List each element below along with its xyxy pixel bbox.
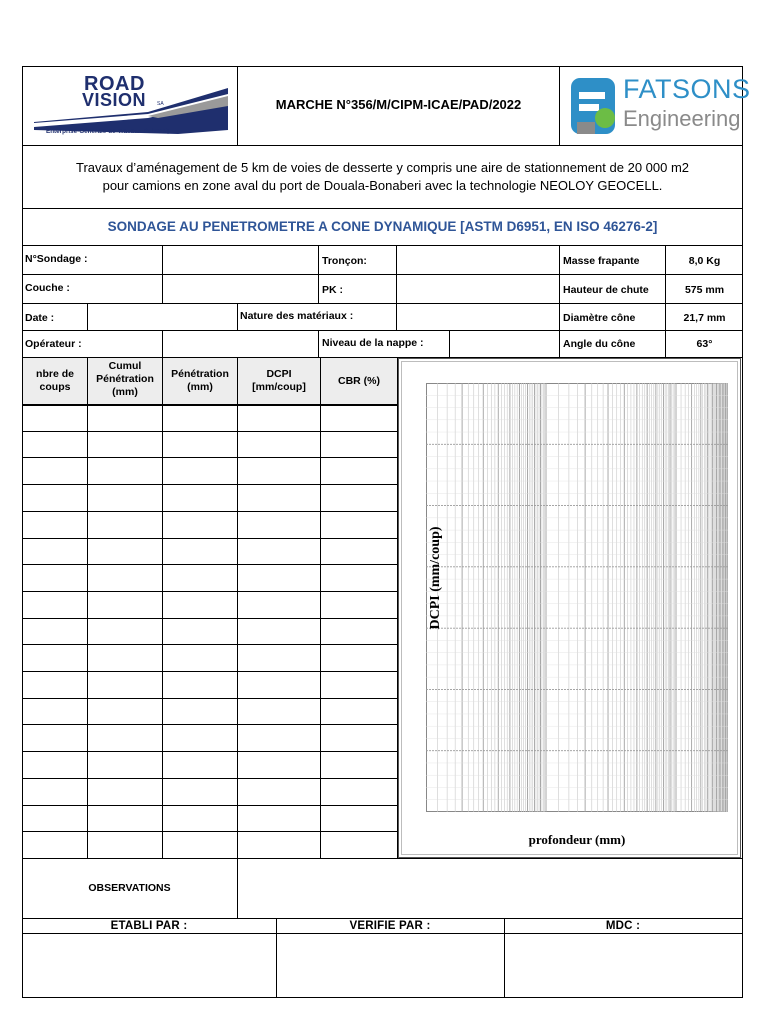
table-cell-penetration[interactable] xyxy=(163,672,237,698)
spec-value-diametre: 21,7 mm xyxy=(683,312,726,324)
road-vision-tagline: Enterprise-Générale-de-Travaux-Publics¶ xyxy=(46,128,170,135)
nappe-label: Niveau de la nappe : xyxy=(322,337,424,349)
table-cell-dcpi[interactable] xyxy=(238,565,320,591)
table-cell-dcpi[interactable] xyxy=(238,725,320,751)
table-cell-penetration[interactable] xyxy=(163,645,237,671)
table-cell-cumul[interactable] xyxy=(88,458,162,484)
road-vision-name-2: VISION xyxy=(82,90,147,110)
table-cell-cumul[interactable] xyxy=(88,699,162,725)
table-cell-cumul[interactable] xyxy=(88,539,162,565)
table-cell-cumul[interactable] xyxy=(88,725,162,751)
chart-y-axis-label: DCPI (mm/coup) xyxy=(428,526,443,630)
table-cell-dcpi[interactable] xyxy=(238,832,320,858)
contract-number: MARCHE N°356/M/CIPM-ICAE/PAD/2022 xyxy=(275,97,522,112)
table-cell-coups[interactable] xyxy=(23,539,87,565)
table-cell-cumul[interactable] xyxy=(88,645,162,671)
troncon-label: Tronçon: xyxy=(322,255,367,267)
table-cell-coups[interactable] xyxy=(23,512,87,538)
table-cell-cbr[interactable] xyxy=(321,645,397,671)
table-cell-penetration[interactable] xyxy=(163,512,237,538)
table-cell-dcpi[interactable] xyxy=(238,539,320,565)
table-cell-penetration[interactable] xyxy=(163,592,237,618)
table-cell-penetration[interactable] xyxy=(163,565,237,591)
table-cell-dcpi[interactable] xyxy=(238,806,320,832)
table-cell-coups[interactable] xyxy=(23,405,87,431)
table-cell-cbr[interactable] xyxy=(321,405,397,431)
table-cell-cumul[interactable] xyxy=(88,832,162,858)
fatsons-subname: Engineering xyxy=(623,106,741,131)
table-cell-coups[interactable] xyxy=(23,645,87,671)
chart-x-axis-label: profondeur (mm) xyxy=(528,832,626,847)
etabli-par-header: ETABLI PAR : xyxy=(110,920,188,932)
table-cell-dcpi[interactable] xyxy=(238,432,320,458)
mdc-signature-box[interactable] xyxy=(505,934,742,997)
table-cell-cumul[interactable] xyxy=(88,806,162,832)
operateur-label: Opérateur : xyxy=(25,338,82,350)
table-cell-coups[interactable] xyxy=(23,779,87,805)
table-cell-dcpi[interactable] xyxy=(238,672,320,698)
column-header-cumul: Cumul Pénétration (mm) xyxy=(96,360,154,398)
table-cell-dcpi[interactable] xyxy=(238,592,320,618)
table-cell-dcpi[interactable] xyxy=(238,752,320,778)
table-cell-cumul[interactable] xyxy=(88,485,162,511)
fatsons-name: FATSONS xyxy=(623,74,751,104)
table-cell-dcpi[interactable] xyxy=(238,405,320,431)
table-cell-penetration[interactable] xyxy=(163,725,237,751)
table-cell-cumul[interactable] xyxy=(88,432,162,458)
spec-label-hauteur: Hauteur de chute xyxy=(563,284,649,296)
nature-label: Nature des matériaux : xyxy=(240,310,354,322)
observations-label: OBSERVATIONS xyxy=(88,882,171,894)
table-cell-dcpi[interactable] xyxy=(238,779,320,805)
table-cell-coups[interactable] xyxy=(23,672,87,698)
observations-field[interactable] xyxy=(238,859,742,917)
table-cell-penetration[interactable] xyxy=(163,485,237,511)
road-vision-suffix: SA xyxy=(157,101,164,107)
fatsons-emblem xyxy=(567,74,623,138)
table-cell-penetration[interactable] xyxy=(163,619,237,645)
spec-label-diametre: Diamètre cône xyxy=(563,312,636,324)
spec-label-masse: Masse frapante xyxy=(563,255,640,267)
table-cell-dcpi[interactable] xyxy=(238,485,320,511)
sondage-label: N°Sondage : xyxy=(25,253,88,265)
operateur-field[interactable] xyxy=(163,331,318,357)
table-cell-cbr[interactable] xyxy=(321,619,397,645)
table-cell-cbr[interactable] xyxy=(321,832,397,858)
table-cell-cbr[interactable] xyxy=(321,725,397,751)
column-header-dcpi: DCPI [mm/coup] xyxy=(252,368,306,393)
etabli-par-signature-box[interactable] xyxy=(23,934,276,997)
table-cell-cumul[interactable] xyxy=(88,592,162,618)
table-cell-dcpi[interactable] xyxy=(238,645,320,671)
table-cell-cbr[interactable] xyxy=(321,432,397,458)
table-cell-cbr[interactable] xyxy=(321,458,397,484)
table-cell-dcpi[interactable] xyxy=(238,619,320,645)
table-cell-cbr[interactable] xyxy=(321,752,397,778)
table-cell-cumul[interactable] xyxy=(88,672,162,698)
table-cell-coups[interactable] xyxy=(23,619,87,645)
table-cell-cumul[interactable] xyxy=(88,752,162,778)
nature-field[interactable] xyxy=(397,304,559,330)
troncon-field[interactable] xyxy=(397,246,559,274)
table-cell-penetration[interactable] xyxy=(163,539,237,565)
table-cell-coups[interactable] xyxy=(23,725,87,751)
date-label: Date : xyxy=(25,312,55,324)
verifie-par-header: VERIFIE PAR : xyxy=(349,920,431,932)
couche-field[interactable] xyxy=(163,275,318,303)
date-field[interactable] xyxy=(88,304,237,330)
column-header-coups: nbre de coups xyxy=(36,368,74,393)
table-cell-penetration[interactable] xyxy=(163,405,237,431)
project-description-line-2: pour camions en zone aval du port de Douala-Bonaberi avec la technologie NEOLOY GEOCELL. xyxy=(102,178,663,193)
table-cell-coups[interactable] xyxy=(23,699,87,725)
pk-field[interactable] xyxy=(397,275,559,303)
fatsons-logo xyxy=(565,72,751,140)
table-cell-coups[interactable] xyxy=(23,832,87,858)
chart-grid xyxy=(426,383,728,812)
road-vision-name-1: ROAD xyxy=(84,73,145,95)
mdc-header: MDC : xyxy=(605,920,641,932)
table-cell-cbr[interactable] xyxy=(321,565,397,591)
table-cell-cbr[interactable] xyxy=(321,592,397,618)
table-cell-cbr[interactable] xyxy=(321,672,397,698)
table-cell-cumul[interactable] xyxy=(88,512,162,538)
verifie-par-signature-box[interactable] xyxy=(277,934,504,997)
spec-value-hauteur: 575 mm xyxy=(684,284,725,296)
table-cell-penetration[interactable] xyxy=(163,779,237,805)
table-cell-cbr[interactable] xyxy=(321,806,397,832)
table-cell-cbr[interactable] xyxy=(321,485,397,511)
project-description-line-1: Travaux d’aménagement de 5 km de voies de desserte y compris une aire de stationnement de 20 000 m2 xyxy=(75,160,690,175)
spec-value-masse: 8,0 Kg xyxy=(688,255,721,267)
column-header-cbr: CBR (%) xyxy=(338,375,380,387)
table-cell-penetration[interactable] xyxy=(163,832,237,858)
table-cell-dcpi[interactable] xyxy=(238,512,320,538)
table-cell-penetration[interactable] xyxy=(163,699,237,725)
table-cell-coups[interactable] xyxy=(23,432,87,458)
table-cell-penetration[interactable] xyxy=(163,432,237,458)
table-cell-penetration[interactable] xyxy=(163,806,237,832)
sondage-field[interactable] xyxy=(163,246,318,274)
table-cell-penetration[interactable] xyxy=(163,752,237,778)
test-title: SONDAGE AU PENETROMETRE A CONE DYNAMIQUE [ASTM D6951, EN ISO 46276-2] xyxy=(107,219,658,234)
spec-value-angle: 63° xyxy=(696,338,713,350)
table-cell-coups[interactable] xyxy=(23,565,87,591)
table-cell-cbr[interactable] xyxy=(321,539,397,565)
table-cell-cbr[interactable] xyxy=(321,512,397,538)
road-vision-logo xyxy=(28,72,232,140)
table-cell-penetration[interactable] xyxy=(163,458,237,484)
table-cell-cbr[interactable] xyxy=(321,779,397,805)
table-cell-coups[interactable] xyxy=(23,458,87,484)
table-cell-cbr[interactable] xyxy=(321,699,397,725)
pk-label: PK : xyxy=(322,284,343,296)
table-cell-coups[interactable] xyxy=(23,752,87,778)
table-cell-coups[interactable] xyxy=(23,806,87,832)
table-cell-cumul[interactable] xyxy=(88,565,162,591)
table-cell-coups[interactable] xyxy=(23,485,87,511)
table-cell-cumul[interactable] xyxy=(88,405,162,431)
table-cell-dcpi[interactable] xyxy=(238,699,320,725)
couche-label: Couche : xyxy=(25,282,70,294)
nappe-field[interactable] xyxy=(450,331,559,357)
table-cell-dcpi[interactable] xyxy=(238,458,320,484)
spec-label-angle: Angle du cône xyxy=(563,338,636,350)
table-cell-cumul[interactable] xyxy=(88,779,162,805)
table-cell-coups[interactable] xyxy=(23,592,87,618)
table-cell-cumul[interactable] xyxy=(88,619,162,645)
column-header-penetration: Pénétration (mm) xyxy=(171,368,229,393)
